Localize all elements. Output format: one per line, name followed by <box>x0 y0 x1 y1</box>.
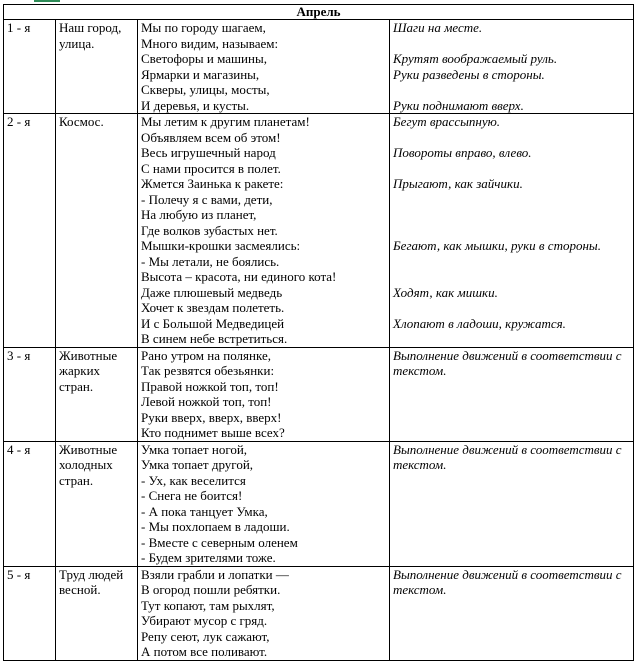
movements-cell <box>390 114 634 348</box>
verse-line: Ярмарки и магазины, <box>141 66 260 82</box>
movement-line: Бегают, как мышки, руки в стороны. <box>393 238 601 253</box>
week-number: 4 - я <box>4 441 56 566</box>
verse-line: Умка топает ногой, <box>141 441 248 457</box>
movement-line <box>393 331 630 347</box>
movement-line: Ходят, как мишки. <box>393 284 498 300</box>
verse-line: В огород пошли ребятки. <box>141 582 281 597</box>
week-number: 3 - я <box>4 347 56 441</box>
verse-line: Так резвятся обезьянки: <box>141 363 275 378</box>
movements-cell <box>390 566 634 660</box>
movement-line <box>393 223 630 239</box>
table-row <box>4 20 634 114</box>
verse-line: Рано утром на полянке, <box>141 347 271 363</box>
verse-line: Убирают мусор с гряд. <box>141 613 268 628</box>
movement-text: Выполнение движений в соответствии с текстом. <box>393 347 622 378</box>
week-number: 1 - я <box>4 20 56 114</box>
decorative-mark <box>34 0 60 2</box>
verse-cell <box>138 566 390 660</box>
movement-line: Шаги на месте. <box>393 20 483 35</box>
april-exercise-table <box>3 4 634 661</box>
verse-line: И с Большой Медведицей <box>141 315 285 331</box>
verse-line: - Ух, как веселится <box>141 472 246 488</box>
week-theme: Животные жарких стран. <box>56 347 138 441</box>
verse-line: Весь игрушечный народ <box>141 145 276 160</box>
verse-line: Объявляем всем об этом! <box>141 129 281 145</box>
movement-line <box>393 254 630 270</box>
verse-line: В синем небе встретиться. <box>141 331 288 346</box>
verse-line: - Снега не боится! <box>141 488 243 503</box>
table-row <box>4 114 634 348</box>
verse-line: - А пока танцует Умка, <box>141 503 268 519</box>
verse-line: На любую из планет, <box>141 207 257 222</box>
movement-text: Выполнение движений в соответствии с текстом. <box>393 441 622 472</box>
table-row <box>4 347 634 441</box>
verse-cell <box>138 114 390 348</box>
month-title: Апрель <box>4 5 634 20</box>
verse-line: - Полечу я с вами, дети, <box>141 191 273 207</box>
week-theme: Животные холодных стран. <box>56 441 138 566</box>
movement-text: Выполнение движений в соответствии с текстом. <box>393 566 622 597</box>
movements-cell <box>390 347 634 441</box>
verse-line: Высота – красота, ни единого кота! <box>141 269 337 284</box>
movement-line <box>393 82 630 98</box>
week-theme: Космос. <box>56 114 138 348</box>
verse-line: - Будем зрителями тоже. <box>141 550 276 565</box>
movement-line: Крутят воображаемый руль. <box>393 51 558 66</box>
verse-line: - Вместе с северным оленем <box>141 534 298 550</box>
verse-line: Мы по городу шагаем, <box>141 20 266 35</box>
verse-line: А потом все поливают. <box>141 644 268 659</box>
verse-line: С нами просится в полет. <box>141 160 281 176</box>
verse-line: И деревья, и кусты. <box>141 97 250 113</box>
week-number: 5 - я <box>4 566 56 660</box>
verse-line: Скверы, улицы, мосты, <box>141 82 270 97</box>
verse-line: Даже плюшевый медведь <box>141 284 283 300</box>
table-row <box>4 566 634 660</box>
verse-line: - Мы летали, не боялись. <box>141 253 280 269</box>
verse-line: Много видим, называем: <box>141 35 279 51</box>
week-theme: Труд людей весной. <box>56 566 138 660</box>
page-top-strip <box>0 0 638 3</box>
movement-line: Руки поднимают вверх. <box>393 97 524 113</box>
movement-line <box>393 300 630 316</box>
verse-line: Репу сеют, лук сажают, <box>141 628 270 644</box>
movements-cell <box>390 441 634 566</box>
verse-line: Мышки-крошки засмеялись: <box>141 238 301 253</box>
movement-line <box>393 161 630 177</box>
table-row <box>4 441 634 566</box>
movement-line <box>393 269 630 285</box>
movement-line: Руки разведены в стороны. <box>393 66 545 82</box>
movements-cell <box>390 20 634 114</box>
movement-line <box>393 207 630 223</box>
movement-line <box>393 192 630 208</box>
week-number: 2 - я <box>4 114 56 348</box>
movement-line: Хлопают в ладоши, кружатся. <box>393 315 566 331</box>
verse-cell <box>138 20 390 114</box>
verse-line: Мы летим к другим планетам! <box>141 114 310 129</box>
header-row <box>4 5 634 20</box>
verse-cell <box>138 441 390 566</box>
verse-line: Левой ножкой топ, топ! <box>141 394 272 409</box>
movement-line <box>393 36 630 52</box>
verse-line: Умка топает другой, <box>141 457 254 472</box>
verse-line: Руки вверх, вверх, вверх! <box>141 409 282 425</box>
verse-line: Где волков зубастых нет. <box>141 222 278 238</box>
verse-line: Светофоры и машины, <box>141 51 267 66</box>
movement-line: Повороты вправо, влево. <box>393 145 532 160</box>
verse-cell <box>138 347 390 441</box>
verse-line: Тут копают, там рыхлят, <box>141 597 275 613</box>
week-theme: Наш город, улица. <box>56 20 138 114</box>
movement-line: Бегут врассыпную. <box>393 114 501 129</box>
verse-line: Кто поднимет выше всех? <box>141 425 285 440</box>
verse-line: Правой ножкой топ, топ! <box>141 378 279 394</box>
verse-line: Взяли грабли и лопатки — <box>141 566 289 582</box>
verse-line: - Мы похлопаем в ладоши. <box>141 519 290 534</box>
verse-line: Хочет к звездам полететь. <box>141 300 285 315</box>
movement-line: Прыгают, как зайчики. <box>393 176 523 191</box>
verse-line: Жмется Заинька к ракете: <box>141 176 284 191</box>
movement-line <box>393 130 630 146</box>
